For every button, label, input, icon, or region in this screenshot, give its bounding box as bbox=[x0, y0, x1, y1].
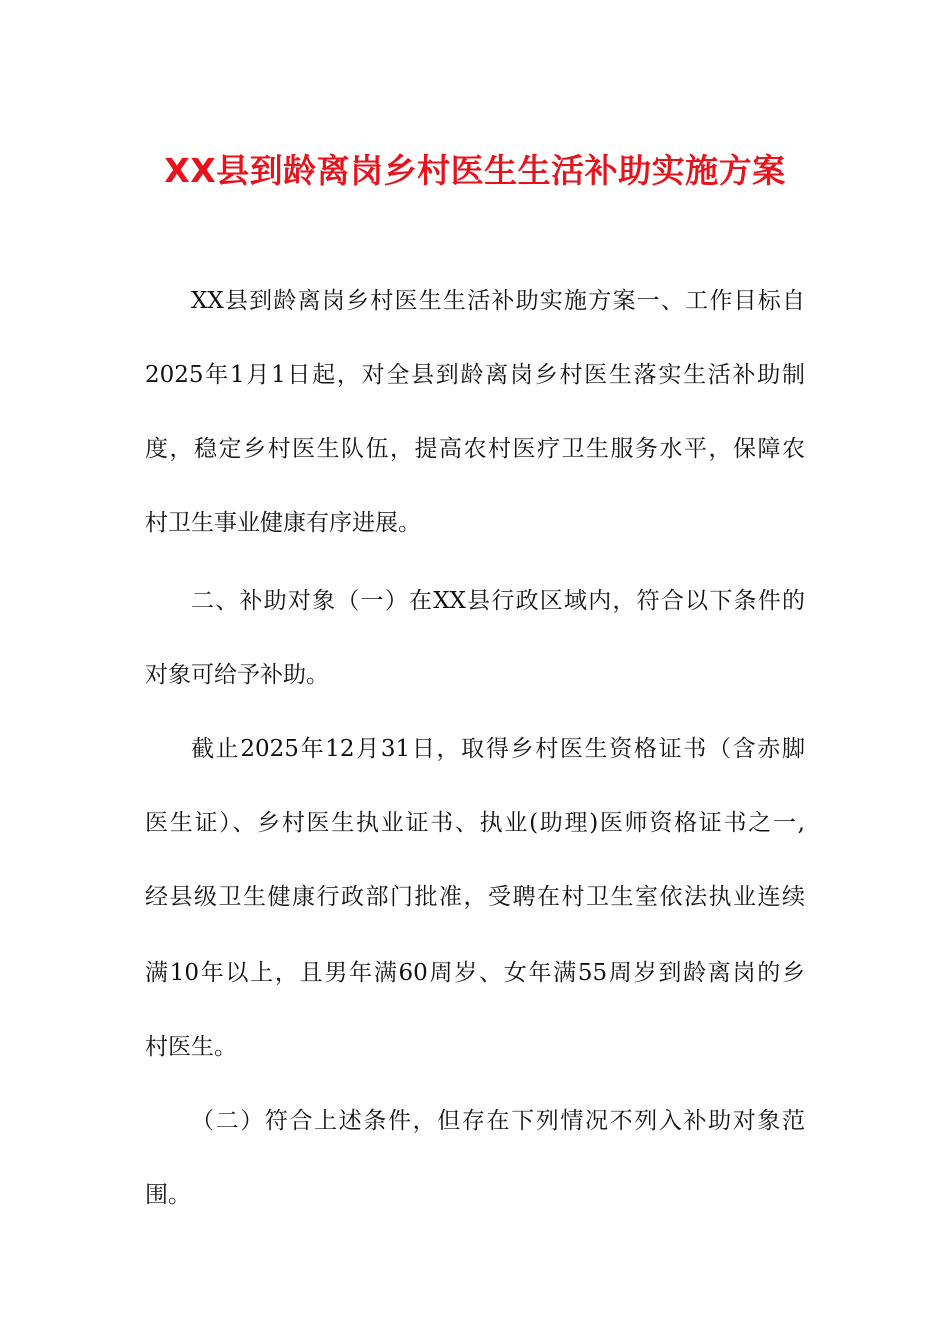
paragraph-4-line-1: （二）符合上述条件，但存在下列情况不列入补助对象范 bbox=[191, 1108, 805, 1134]
paragraph-1-line-4: 村卫生事业健康有序进展。 bbox=[145, 510, 421, 536]
paragraph-3-line-5: 村医生。 bbox=[145, 1034, 237, 1060]
paragraph-1-line-1: XX县到龄离岗乡村医生生活补助实施方案一、工作目标自 bbox=[191, 288, 805, 314]
paragraph-2-line-1: 二、补助对象（一）在XX县行政区域内，符合以下条件的 bbox=[191, 588, 805, 614]
paragraph-2-line-2: 对象可给予补助。 bbox=[145, 662, 329, 688]
paragraph-3-line-3: 经县级卫生健康行政部门批准，受聘在村卫生室依法执业连续 bbox=[145, 884, 805, 910]
paragraph-3-line-2: 医生证）、乡村医生执业证书、执业(助理)医师资格证书之一, bbox=[145, 810, 805, 836]
paragraph-1-line-3: 度，稳定乡村医生队伍，提高农村医疗卫生服务水平，保障农 bbox=[145, 436, 805, 462]
document-title: XX县到龄离岗乡村医生生活补助实施方案 bbox=[164, 151, 786, 190]
paragraph-4-line-2: 围。 bbox=[145, 1182, 191, 1208]
paragraph-1-line-2: 2025年1月1日起，对全县到龄离岗乡村医生落实生活补助制 bbox=[145, 362, 805, 388]
paragraph-3-line-1: 截止2025年12月31日，取得乡村医生资格证书（含赤脚 bbox=[191, 736, 805, 762]
paragraph-3-line-4: 满10年以上，且男年满60周岁、女年满55周岁到龄离岗的乡 bbox=[145, 960, 805, 986]
